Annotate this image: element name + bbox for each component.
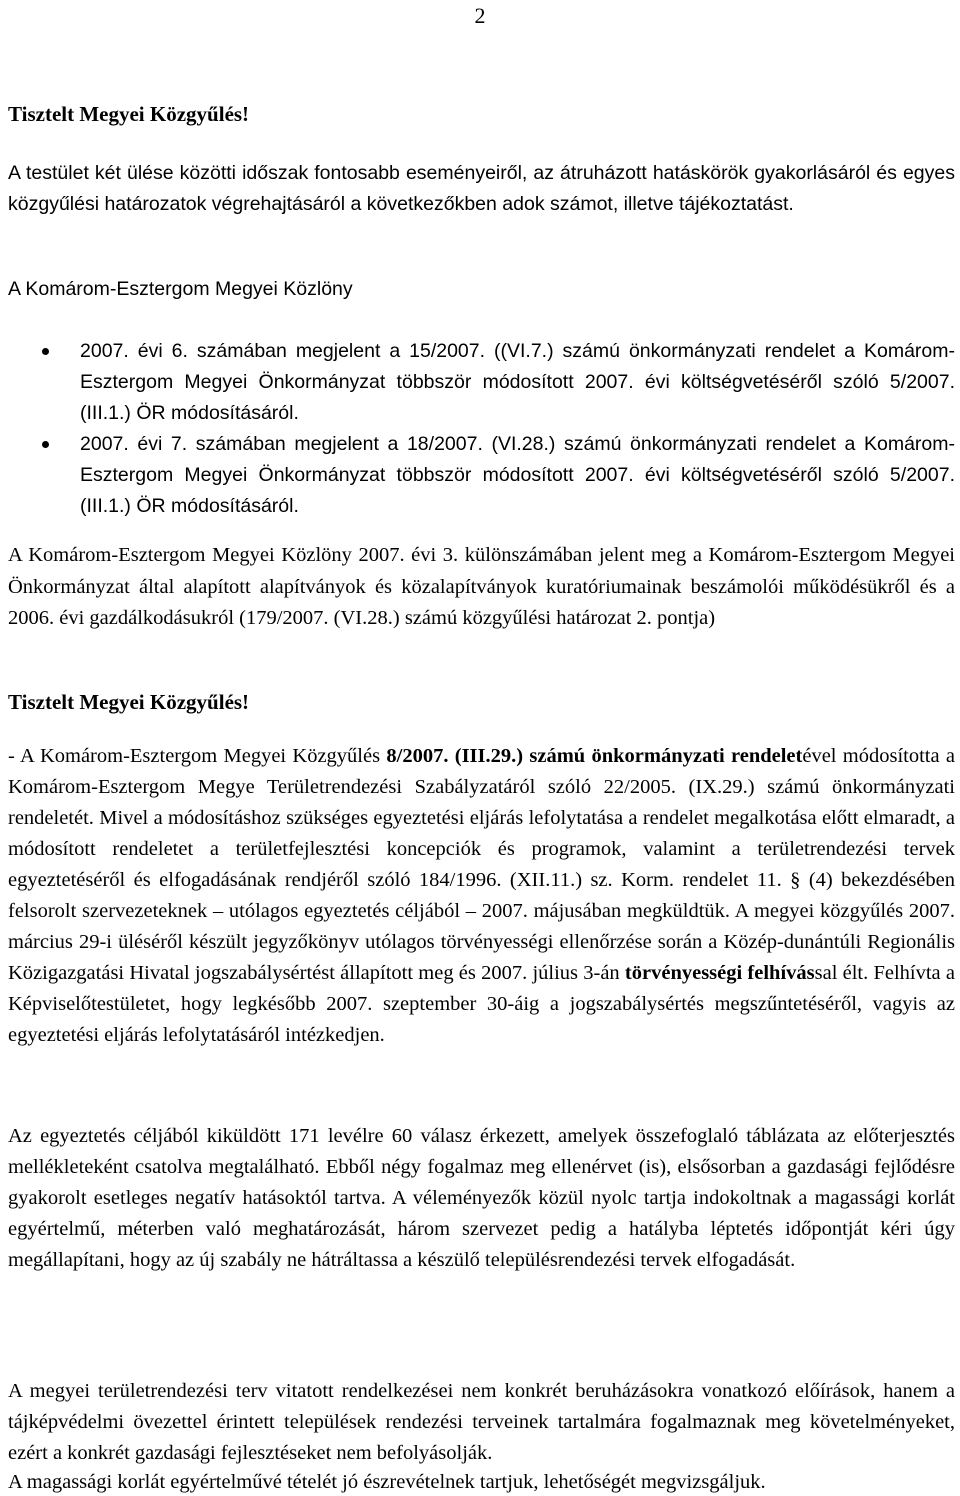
paragraph-responses: Az egyeztetés céljából kiküldött 171 levélre 60 válasz érkezett, amelyek összefoglaló táblázata az előterjesztés mellékleteként csatolva megtalálható. Ebből négy fogalmaz meg ellenérvet (is), elsősorban a gazdasági fejlődésre gyakorolt esetleges negatív hatásoktól tartva. A véleményezők közül nyolc tartja indokoltnak a magassági korlát egyértelmű, méterben való meghatározását, három szervezet pedig a hatályba léptetés időpontját kéri úgy megállapítani, hogy az új szabály ne hátráltassa a készülő településrendezési tervek elfogadását. bbox=[8, 1125, 955, 1271]
main-text-2: ével módosította a Komárom-Esztergom Megye Területrendezési Szabályzatáról szóló 22/2005. (IX.29.) számú önkormányzati rendeletét. Mivel a módosításhoz szükséges egyeztetési eljárás lefolytatása a rendelet megalkotása előtt elmaradt, a módosított rendeletet a területfejlesztési koncepciók és programok, valamint a területrendezési tervek egyeztetéséről és elfogadásának rendjéről szóló 184/1996. (XII.11.) sz. Korm. rendelet 11. § (4) bekezdésében felsorolt szervezeteknek – utólagos egyeztetés céljából – 2007. májusában megküldtük. A megyei közgyűlés 2007. március 29-i üléséről készült jegyzőkönyv utólagos törvényességi ellenőrzése során a Közép-dunántúli Regionális Közigazgatási Hivatal jogszabálysértést állapított meg és 2007. július 3-án bbox=[8, 745, 955, 984]
bullet-dot-icon bbox=[42, 348, 49, 355]
main-text-1: - A Komárom-Esztergom Megyei Közgyűlés bbox=[8, 745, 387, 767]
kozlony-bullet-list bbox=[42, 336, 955, 522]
paragraph-regulations: A megyei területrendezési terv vitatott rendelkezései nem konkrét beruházásokra vonatkozó előírások, hanem a tájképvédelmi övezettel érintett települések rendezési terveinek tartalmára fogalmaznak meg követelményeket, ezért a konkrét gazdasági fejlesztéseket nem befolyásolják. bbox=[8, 1380, 955, 1464]
list-item bbox=[42, 429, 955, 522]
paragraph-conclusion: A magassági korlát egyértelművé tételét jó észrevételnek tartjuk, lehetőségét megvizsgáljuk. bbox=[8, 1471, 766, 1493]
main-bold-1: 8/2007. (III.29.) számú önkormányzati rendelet bbox=[386, 745, 803, 767]
page-number: 2 bbox=[474, 3, 486, 28]
intro-paragraph: A testület két ülése közötti időszak fontosabb eseményeiről, az átruházott hatáskörök gyakorlásáról és egyes közgyűlési határozatok végrehajtásáról a következőkben adok számot, illetve tájékoztatást. bbox=[8, 162, 955, 215]
greeting-heading-2: Tisztelt Megyei Közgyűlés! bbox=[8, 690, 250, 714]
special-issue-paragraph: A Komárom-Esztergom Megyei Közlöny 2007. évi 3. különszámában jelent meg a Komárom-Esztergom Megyei Önkormányzat által alapított alapítványok és közalapítványok kuratóriumainak beszámolói működésükről és a 2006. évi gazdálkodásukról (179/2007. (VI.28.) számú közgyűlési határozat 2. pontja) bbox=[8, 544, 955, 629]
main-bold-2: törvényességi felhívás bbox=[624, 962, 815, 984]
bullet-dot-icon bbox=[42, 441, 49, 448]
bullet-text: 2007. évi 6. számában megjelent a 15/2007. ((VI.7.) számú önkormányzati rendelet a Komárom-Esztergom Megyei Önkormányzat többször módosított 2007. évi költségvetéséről szóló 5/2007. (III.1.) ÖR módosításáról. bbox=[80, 340, 955, 424]
bullet-text: 2007. évi 7. számában megjelent a 18/2007. (VI.28.) számú önkormányzati rendelet a Komárom-Esztergom Megyei Önkormányzat többször módosított 2007. évi költségvetéséről szóló 5/2007. (III.1.) ÖR módosításáról. bbox=[80, 433, 955, 517]
list-item bbox=[42, 336, 955, 429]
greeting-heading: Tisztelt Megyei Közgyűlés! bbox=[8, 102, 250, 126]
main-text-3: sal élt. Felhívta a Képviselőtestületet, hogy legkésőbb 2007. szeptember 30-áig a jogszabálysértés megszűntetéséről, vagyis az egyeztetési eljárás lefolytatásáról intézkedjen. bbox=[8, 962, 955, 1046]
main-paragraph bbox=[8, 741, 955, 1051]
kozlony-heading: A Komárom-Esztergom Megyei Közlöny bbox=[8, 278, 353, 300]
